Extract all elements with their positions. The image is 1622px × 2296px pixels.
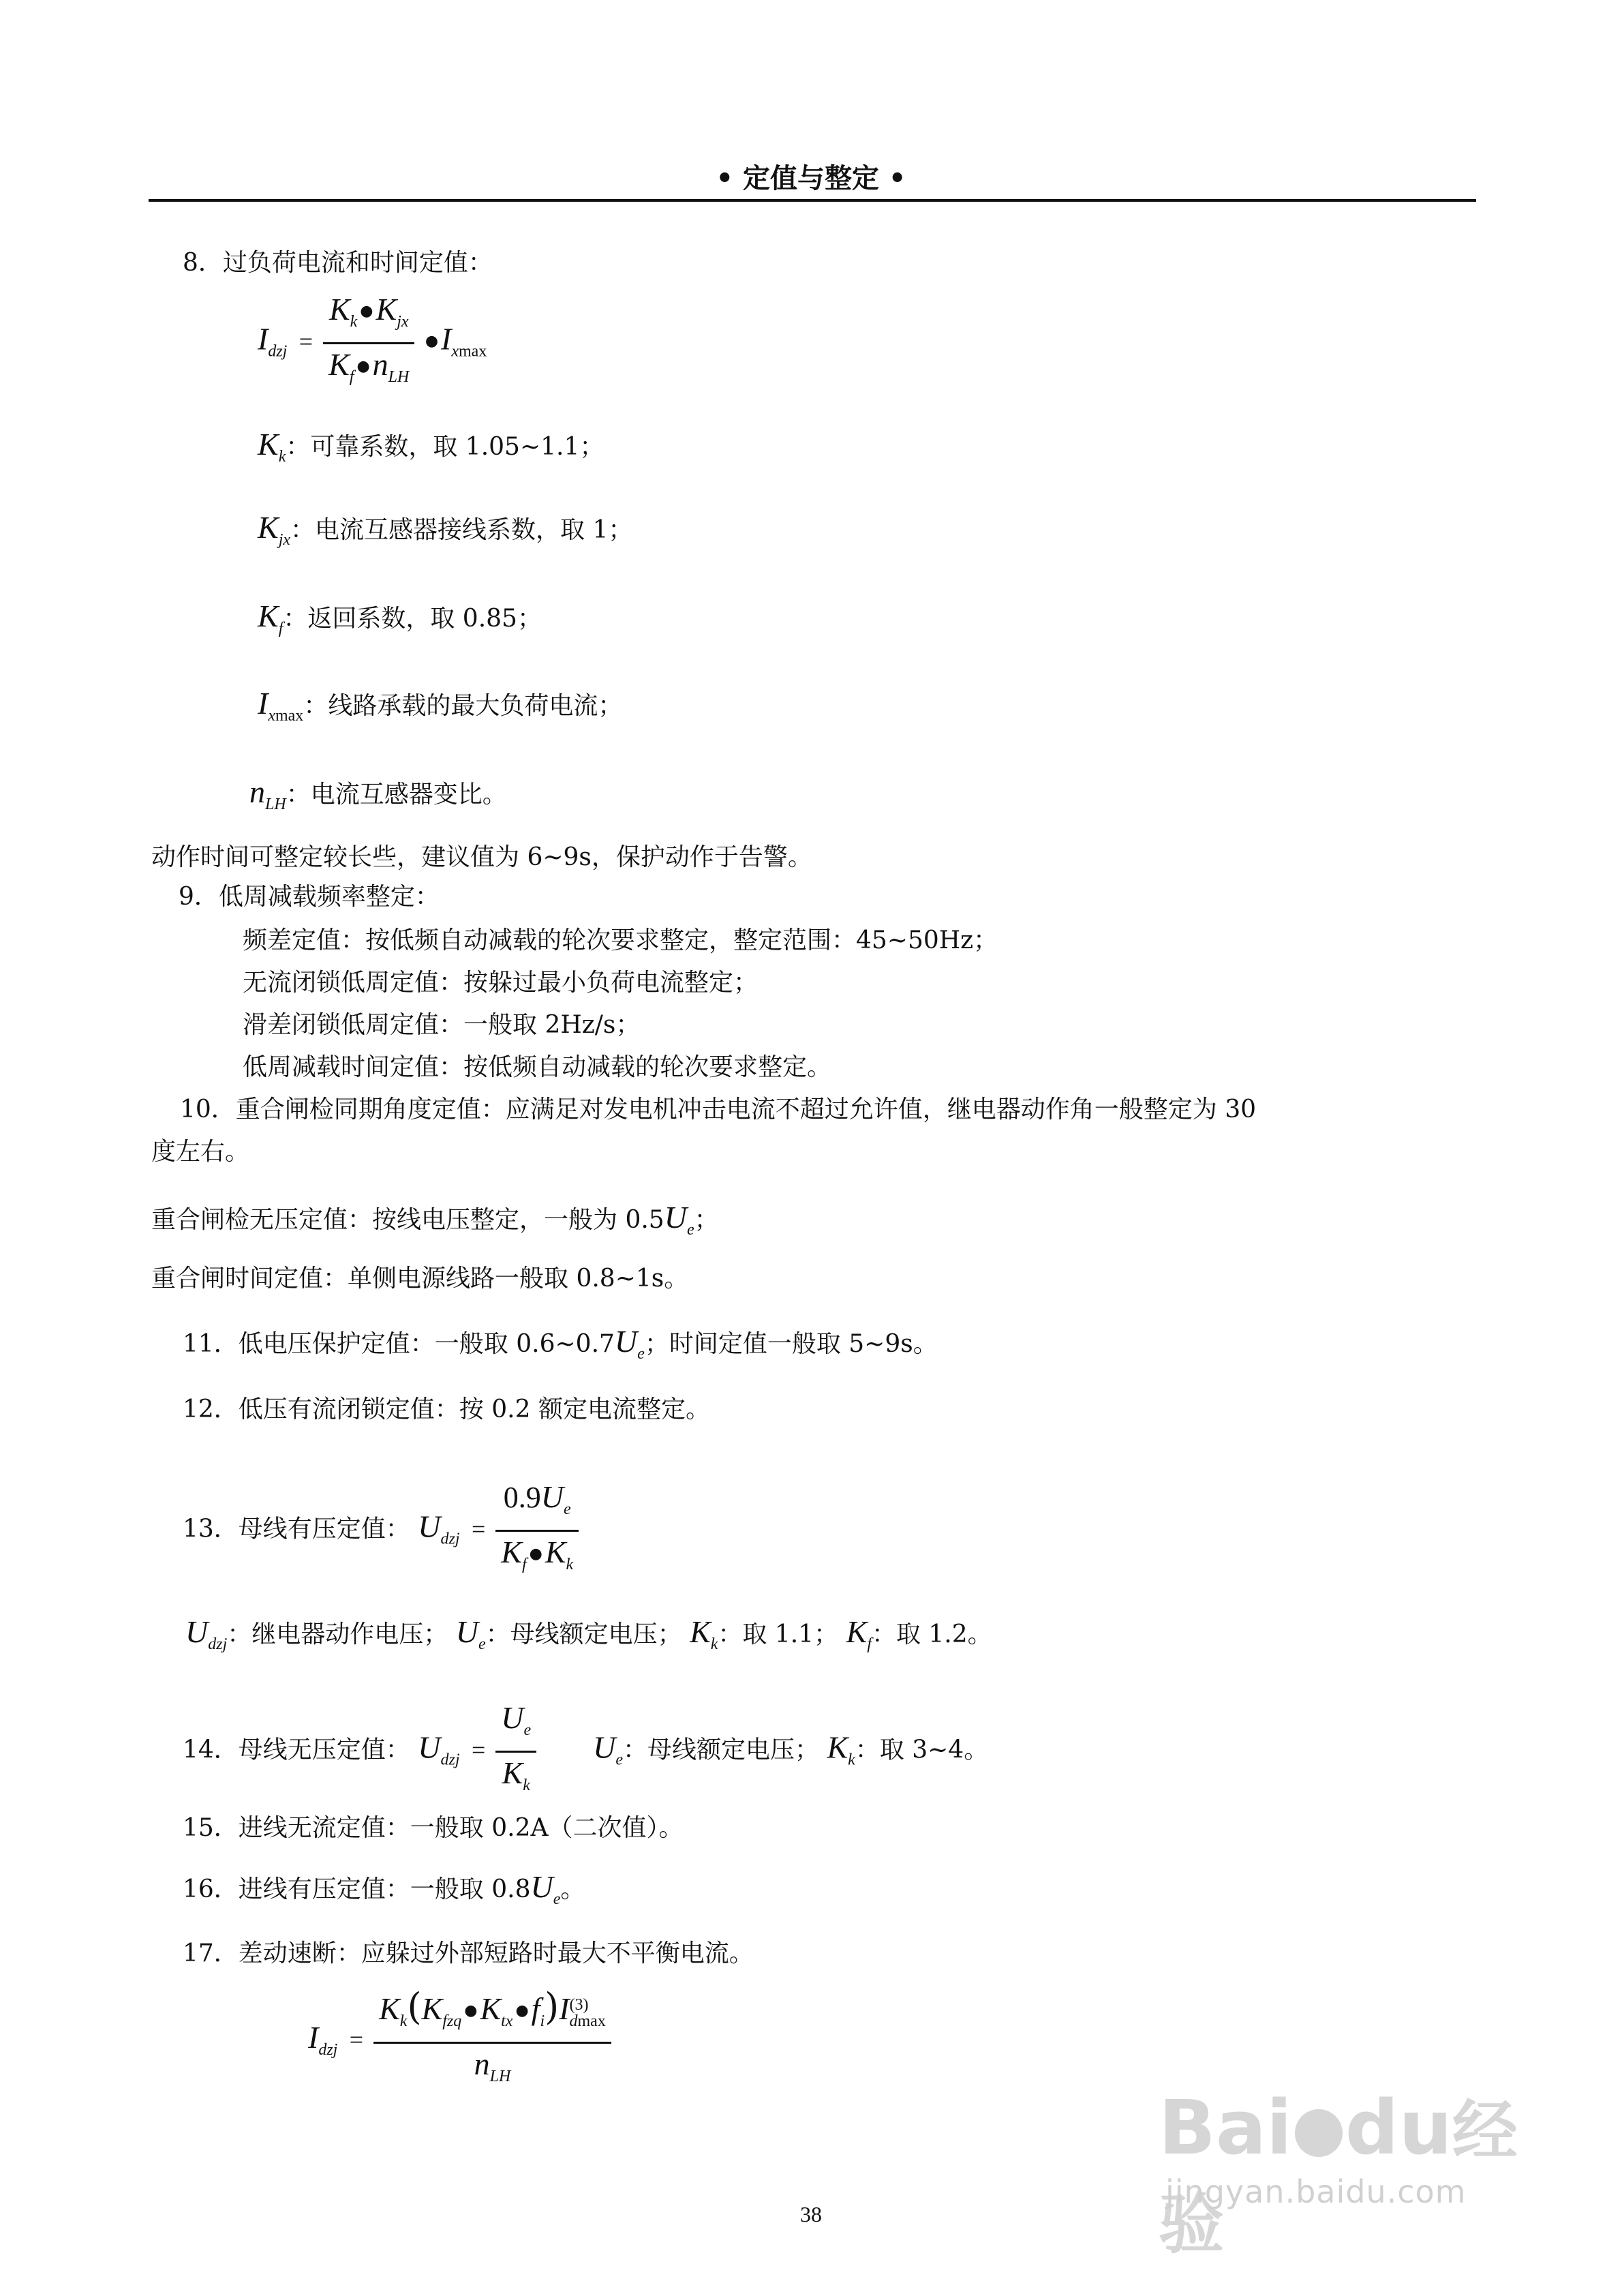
- item10-line2: 度左右。: [151, 1138, 250, 1166]
- header-rule: [149, 199, 1476, 202]
- param-nlh: $n_{LH}$：电流互感器变比。: [249, 774, 507, 813]
- item13-formula: 13．母线有压定值： $U_{dzj}$ = $\frac{0.9U_e}{K_f●K_k}$: [183, 1481, 579, 1581]
- item9-line: 无流闭锁低周定值：按躲过最小负荷电流整定；: [243, 969, 759, 997]
- item14-formula: 14．母线无压定值： $U_{dzj}$ = $\frac{U_e}{K_k}$ $U_e$：母线额定电压； $K_k$：取 3~4。: [183, 1700, 989, 1794]
- item10-line3: 重合闸检无压定值：按线电压整定，一般为 $0.5U_e$；: [151, 1200, 719, 1239]
- item13-definitions: $U_{dzj}$：继电器动作电压； $U_e$：母线额定电压； $K_k$：取 1.1； $K_f$：取 1.2。: [185, 1614, 992, 1653]
- item9-line: 滑差闭锁低周定值：一般取 2Hz/s；: [243, 1011, 641, 1039]
- item9-title: 9．低周减载频率整定：: [179, 883, 440, 911]
- param-ixmax: $I_{xmax}$：线路承载的最大负荷电流；: [258, 686, 623, 725]
- item8-note: 动作时间可整定较长些，建议值为 6~9s，保护动作于告警。: [151, 843, 812, 871]
- item11: 11．低电压保护定值：一般取 $0.6\sim 0.7U_e$；时间定值一般取 5~9s。: [183, 1324, 938, 1363]
- item10-line4: 重合闸时间定值：单侧电源线路一般取 0.8~1s。: [151, 1265, 689, 1293]
- item9-line: 频差定值：按低频自动减载的轮次要求整定，整定范围：45~50Hz；: [243, 926, 998, 954]
- formula-differential-quick-break: $I_{dzj}$ = $K_k(K_{fzq}●K_{tx}●f_i)I$ (3) dmax $n_{LH}$: [308, 1991, 611, 2093]
- formula-overload-current: $I_{dzj}$ = $\frac{K_k●K_{jx}}{K_f●n_{LH}}$ $●I_{xmax}$: [258, 292, 487, 386]
- item12: 12．低压有流闭锁定值：按 0.2 额定电流整定。: [183, 1395, 710, 1423]
- item17: 17．差动速断：应躲过外部短路时最大不平衡电流。: [183, 1939, 754, 1967]
- param-kjx: $K_{jx}$：电流互感器接线系数，取 1；: [258, 510, 633, 549]
- page-number: 38: [800, 2202, 822, 2226]
- param-kf: $K_f$：返回系数，取 0.85；: [258, 599, 542, 637]
- baidu-jingyan-watermark: Bai du经验 jingyan.baidu.com: [1159, 2084, 1518, 2263]
- param-kk: $K_k$：可靠系数，取 1.05~1.1；: [258, 427, 605, 466]
- item16: 16．进线有压定值：一般取 $0.8U_e$。: [183, 1869, 585, 1908]
- item9-line: 低周减载时间定值：按低频自动减载的轮次要求整定。: [243, 1053, 832, 1081]
- item8-title: 8．过负荷电流和时间定值：: [183, 249, 493, 277]
- paw-icon: [1295, 2109, 1343, 2157]
- item10-line1: 10．重合闸检同期角度定值：应满足对发电机冲击电流不超过允许值，继电器动作角一般整定为 30: [180, 1096, 1257, 1123]
- running-header: • 定值与整定 •: [716, 163, 906, 194]
- item15: 15．进线无流定值：一般取 0.2A（二次值）。: [183, 1814, 684, 1842]
